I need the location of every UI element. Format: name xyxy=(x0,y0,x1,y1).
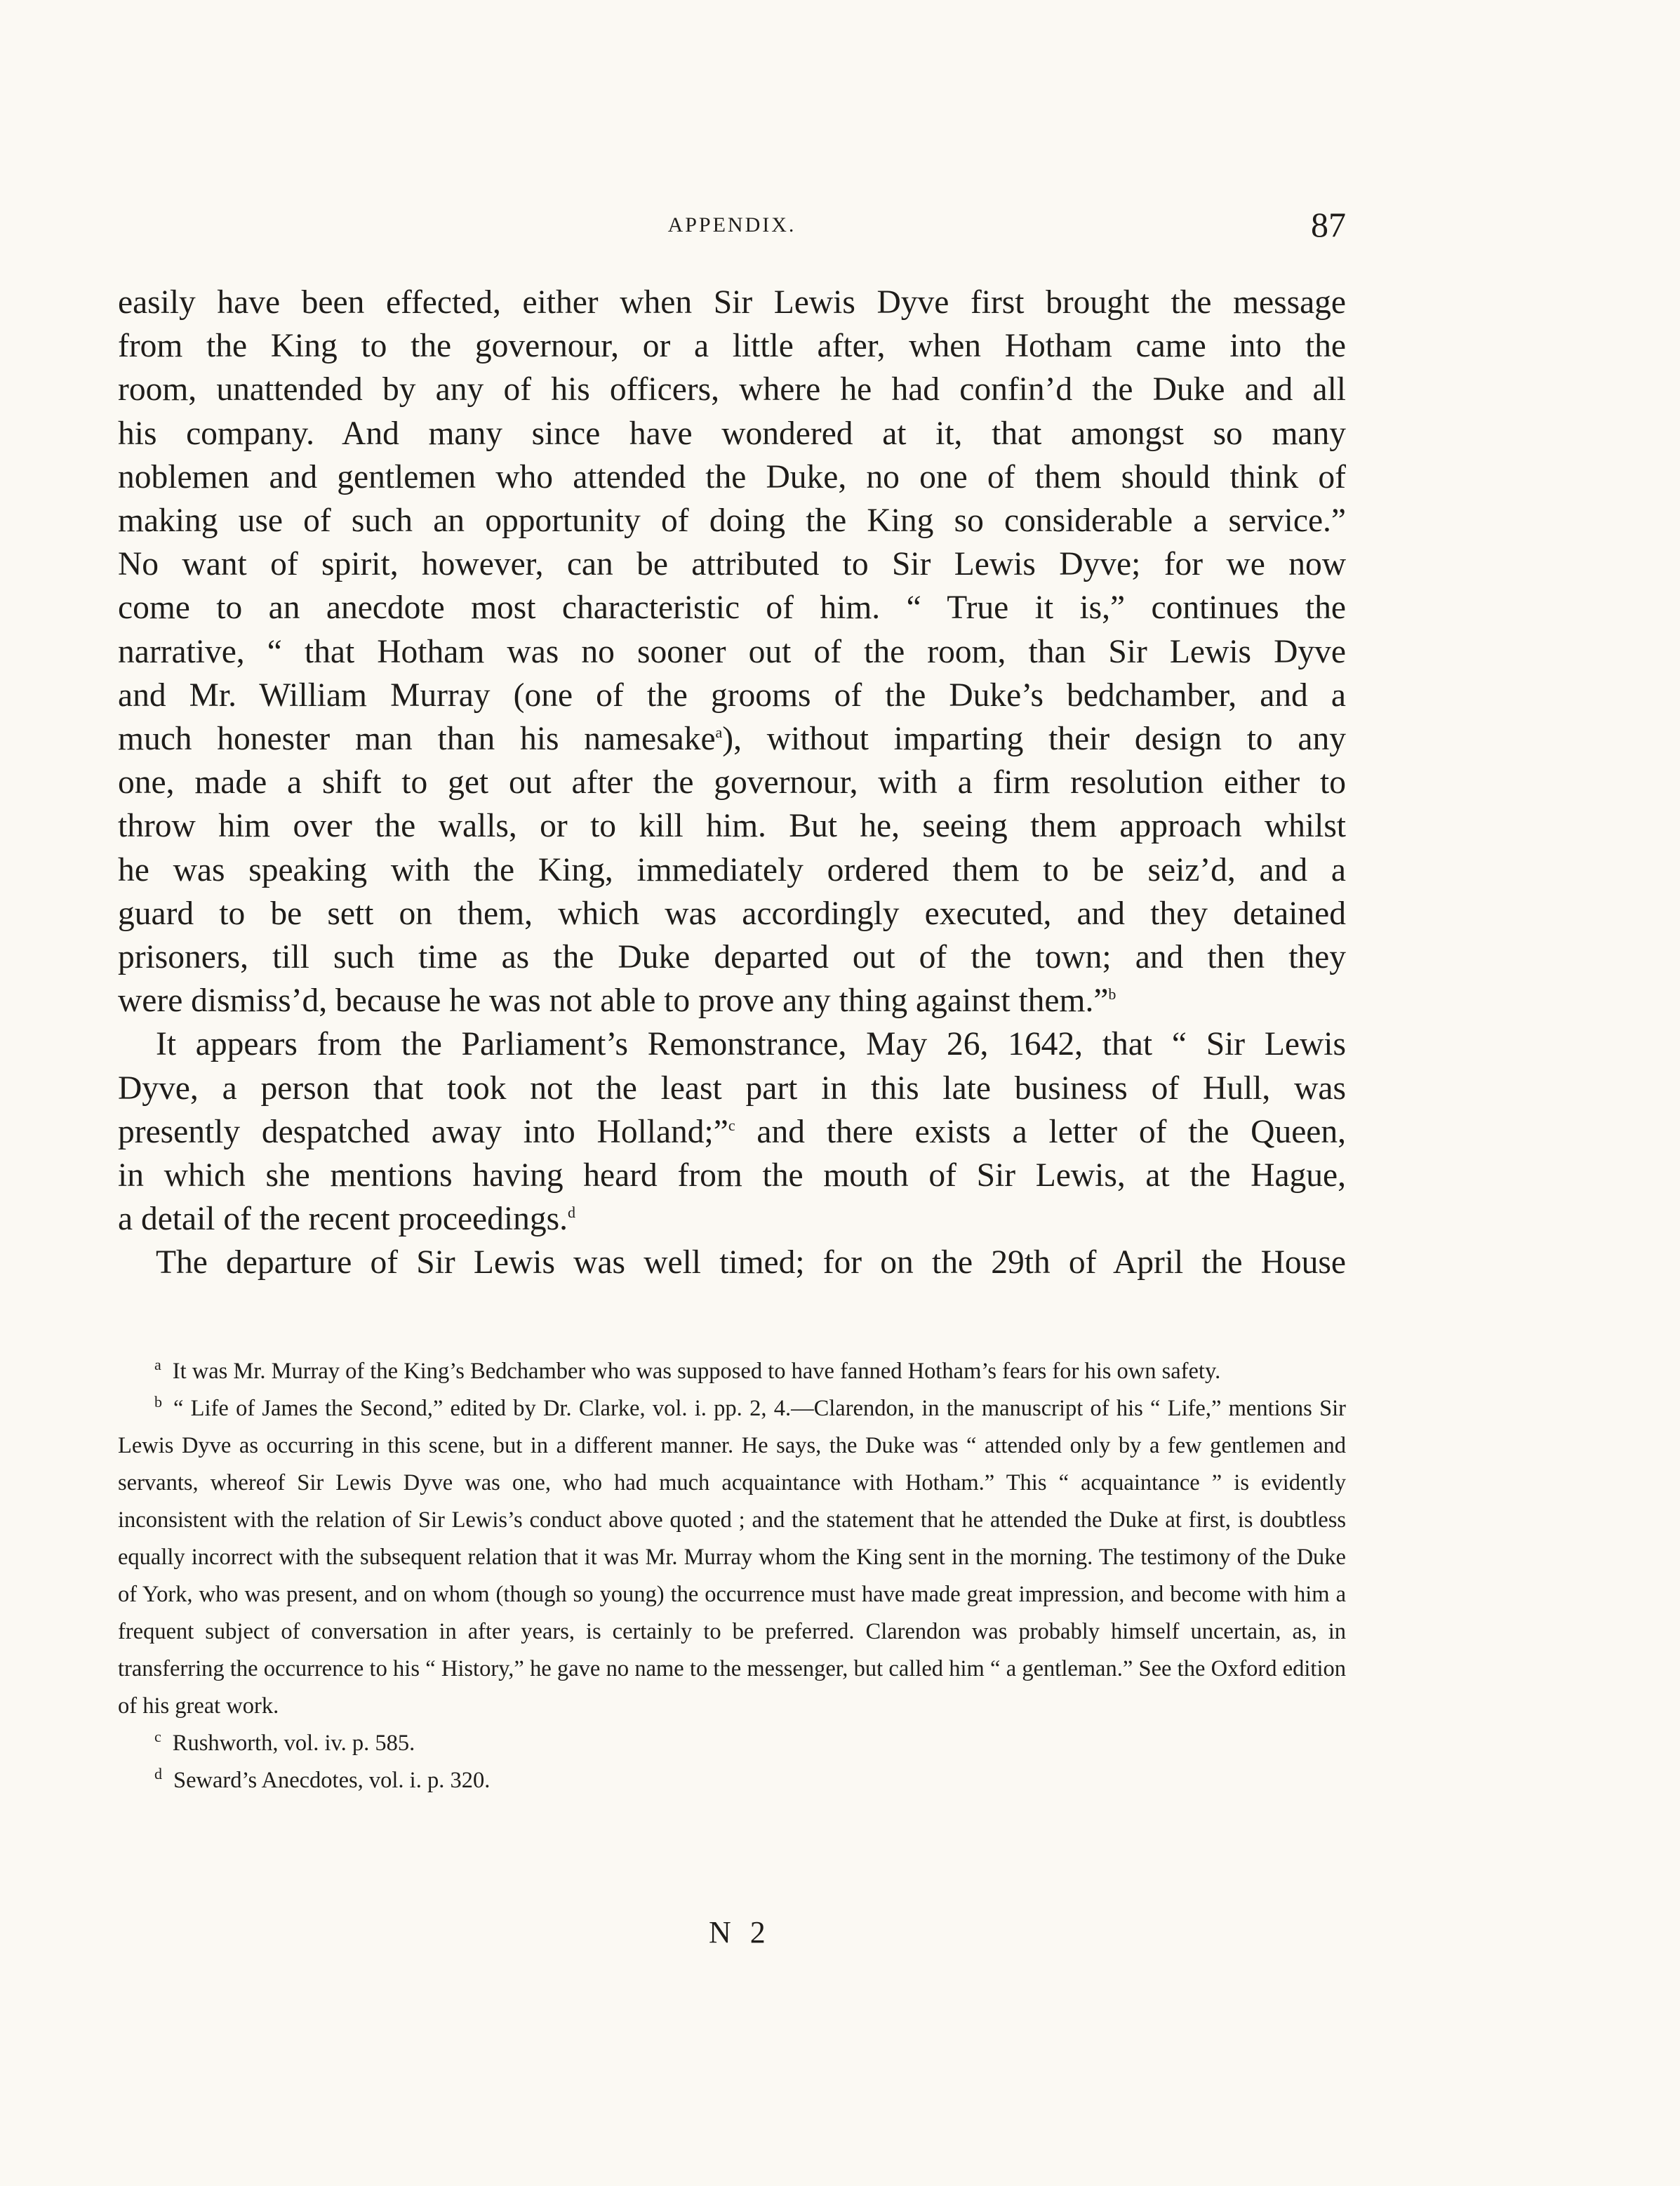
footnote-b xyxy=(118,1390,1346,1725)
text-line xyxy=(118,979,1346,1022)
text-line: No want of spirit, however, can be attributed to Sir Lewis Dyve; for we now xyxy=(118,546,1346,583)
text-run: ), without imparting their design to any xyxy=(722,721,1346,758)
text-line: one, made a shift to get out after the governour, with a firm resolution either to xyxy=(118,764,1346,801)
footnote-text: It was Mr. Murray of the King’s Bedchamber who was supposed to have fanned Hotham’s fears for his own safety. xyxy=(172,1359,1221,1384)
footnote-ref-c[interactable]: c xyxy=(728,1117,735,1135)
text-line: The departure of Sir Lewis was well timed; for on the 29th of April the House xyxy=(156,1244,1346,1281)
signature-mark: N 2 xyxy=(709,1915,771,1950)
text-line: come to an anecdote most characteristic of him. “ True it is,” continues the xyxy=(118,589,1346,627)
footnote-text: “ Life of James the Second,” edited by Dr. Clarke, vol. i. pp. 2, 4.—Clarendon, in the manuscript of his “ Life,” mentions Sir Lewis Dyve as occurring in this scene, but in a different manner. He says, the Duke was “ attended only by a few gentlemen and servants, whereof Sir Lewis Dyve was one, who had much acquaintance with Hotham.” This “ acquaintance ” is evidently inconsistent with the relation of Sir Lewis’s conduct above quoted ; and the statement that he attended the Duke at first, is doubtless equally incorrect with the subsequent relation that it was Mr. Murray whom the King sent in the morning. The testimony of the Duke of York, who was present, and on whom (though so young) the occurrence must have made great impression, and become with him a frequent subject of conversation in after years, is certainly to be preferred. Clarendon was probably himself uncertain, as, in transferring the occurrence to his “ History,” he gave no name to the messenger, but called him “ a gentleman.” See the Oxford edition of his great work. xyxy=(118,1396,1346,1719)
footnote-text: Rushworth, vol. iv. p. 585. xyxy=(172,1731,415,1756)
text-line: in which she mentions having heard from the mouth of Sir Lewis, at the Hague, xyxy=(118,1157,1346,1194)
running-head xyxy=(118,204,1346,260)
text-run: presently despatched away into Holland;” xyxy=(118,1113,728,1150)
footnote-mark: c xyxy=(154,1728,161,1746)
text-line: throw him over the walls, or to kill him. But he, seeing them approach whilst xyxy=(118,808,1346,845)
footnotes xyxy=(118,1353,1346,1799)
text-line: and Mr. William Murray (one of the grooms of the Duke’s bedchamber, and a xyxy=(118,677,1346,714)
main-text xyxy=(118,281,1346,1285)
page-number: 87 xyxy=(1311,205,1346,244)
text-run: much honester man than his namesake xyxy=(118,721,716,758)
footnote-a xyxy=(118,1353,1346,1390)
text-line: guard to be sett on them, which was accordingly executed, and they detained xyxy=(118,895,1346,932)
text-line: room, unattended by any of his officers, where he had confin’d the Duke and all xyxy=(118,371,1346,408)
running-title: APPENDIX. xyxy=(667,213,796,236)
text-line: It appears from the Parliament’s Remonstrance, May 26, 1642, that “ Sir Lewis xyxy=(156,1026,1346,1063)
footnote-ref-a[interactable]: a xyxy=(715,724,723,742)
text-line: noblemen and gentlemen who attended the Duke, no one of them should think of xyxy=(118,458,1346,495)
footnote-ref-d[interactable]: d xyxy=(567,1204,575,1222)
text-line: from the King to the governour, or a little after, when Hotham came into the xyxy=(118,328,1346,365)
text-run: and there exists a letter of the Queen, xyxy=(735,1113,1346,1150)
text-run: a detail of the recent proceedings. xyxy=(118,1201,568,1238)
text-line: easily have been effected, either when Sir Lewis Dyve first brought the message xyxy=(118,284,1346,321)
footnote-mark: b xyxy=(154,1393,162,1411)
text-line: making use of such an opportunity of doing the King so considerable a service.” xyxy=(118,502,1346,540)
footnote-c xyxy=(118,1725,1346,1762)
text-run: were dismiss’d, because he was not able to prove any thing against them.” xyxy=(118,982,1109,1020)
footnote-mark: a xyxy=(154,1356,161,1374)
text-line: Dyve, a person that took not the least part in this late business of Hull, was xyxy=(118,1069,1346,1107)
text-line: his company. And many since have wondered at it, that amongst so many xyxy=(118,415,1346,452)
text-line: prisoners, till such time as the Duke departed out of the town; and then they xyxy=(118,939,1346,976)
footnote-mark: d xyxy=(154,1765,162,1783)
footnote-ref-b[interactable]: b xyxy=(1108,985,1116,1004)
footnote-d xyxy=(118,1762,1346,1799)
text-line xyxy=(118,1197,1346,1241)
text-line: narrative, “ that Hotham was no sooner out of the room, than Sir Lewis Dyve xyxy=(118,633,1346,670)
text-line xyxy=(118,1110,1346,1154)
footnote-text: Seward’s Anecdotes, vol. i. p. 320. xyxy=(173,1768,491,1793)
text-line xyxy=(118,717,1346,761)
text-line: he was speaking with the King, immediately ordered them to be seiz’d, and a xyxy=(118,851,1346,888)
